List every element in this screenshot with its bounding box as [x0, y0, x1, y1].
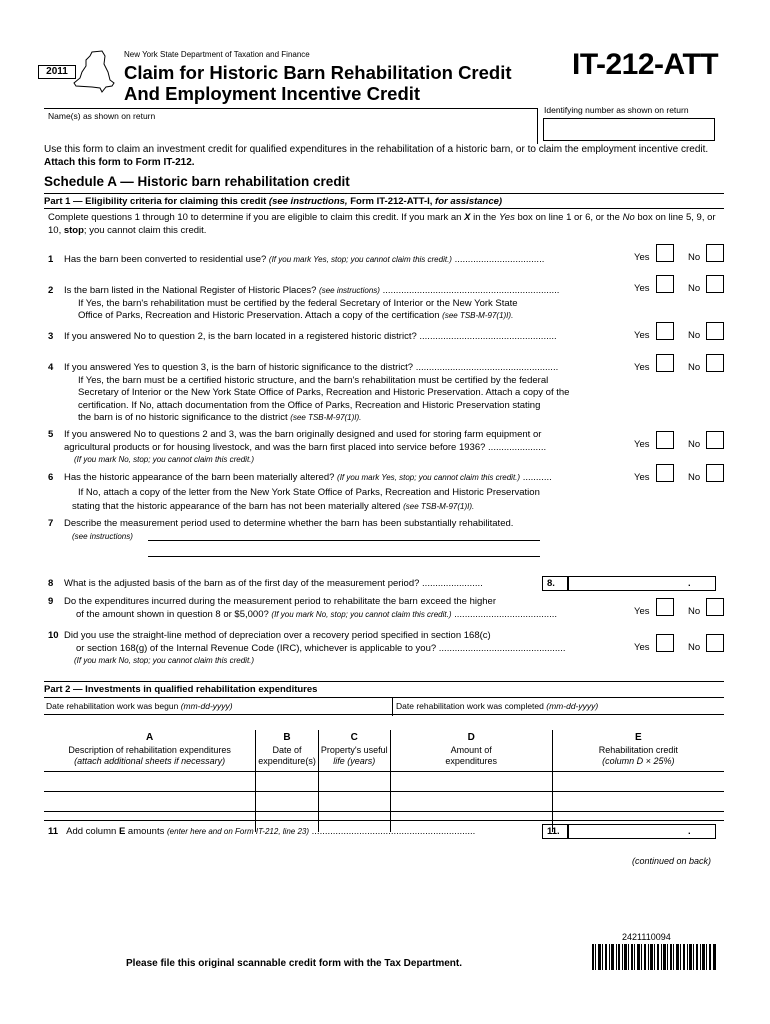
- form-number: IT-212-ATT: [572, 48, 719, 81]
- q3-leader: ....................................................: [416, 331, 557, 342]
- q6-note: (If you mark Yes, stop; you cannot claim this credit.): [337, 473, 521, 482]
- q9-line2: of the amount shown in question 8 or $5,000?: [76, 608, 269, 620]
- q6-line2: If No, attach a copy of the letter from the New York State Office of Parks, Recreation and Historic Preservation: [78, 486, 540, 498]
- col-d-letter: D: [467, 732, 475, 743]
- q4-line3: Secretary of Interior or the New York State Office of Parks, Recreation and Historic Preservation. Attach a copy of the: [78, 387, 570, 398]
- q10-leader: ................................................: [436, 642, 566, 654]
- question-11: [48, 826, 548, 839]
- q4-line4: certification. If No, attach documentation from the Office of Parks, Recreation and Historic Preservation stating: [78, 399, 541, 411]
- q6-yes-checkbox[interactable]: [656, 464, 674, 482]
- tax-year-badge: 2011: [38, 65, 76, 79]
- part1-instructions: [48, 211, 718, 237]
- names-label: Name(s) as shown on return: [48, 111, 156, 121]
- q11-leader: ..............................................................: [309, 826, 476, 837]
- col-a-header: [44, 730, 256, 772]
- q6-line3-note: (see TSB-M-97(1)I).: [403, 502, 475, 511]
- q9-no-label: No: [688, 606, 701, 617]
- divider: [44, 820, 724, 821]
- q8-number: 8: [48, 578, 54, 589]
- q8-cents-separator: .: [688, 578, 691, 589]
- q4-line2: If Yes, the barn must be a certified historic structure, and the barn's rehabilitation must be certified by the federal: [78, 374, 549, 386]
- row2-col-c-cell[interactable]: [318, 792, 390, 812]
- question-4: [48, 362, 633, 425]
- row1-col-b-cell[interactable]: [256, 772, 319, 792]
- q2-line3-note: (see TSB-M-97(1)I).: [442, 311, 514, 320]
- q7-text: Describe the measurement period used to determine whether the barn has been substantially rehabilitated.: [64, 518, 514, 529]
- instr-c: box on line 1 or 6, or the: [517, 212, 620, 223]
- q7-number: 7: [48, 518, 54, 529]
- instr-a: Complete questions 1 through 10 to determine if you are eligible to claim this credit. If you mark an: [48, 212, 462, 223]
- divider: [44, 208, 724, 209]
- form-title-line-2: And Employment Incentive Credit: [124, 83, 421, 104]
- id-number-field[interactable]: [543, 118, 715, 141]
- q10-no-label: No: [688, 642, 701, 653]
- q1-leader: ..................................: [451, 254, 545, 265]
- form-title: [124, 62, 512, 104]
- date-completed-field[interactable]: [396, 701, 598, 711]
- q1-number: 1: [48, 254, 54, 265]
- q3-number: 3: [48, 331, 54, 342]
- schedule-a-title: Schedule A — Historic barn rehabilitation credit: [44, 174, 350, 189]
- q10-number: 10: [48, 630, 59, 641]
- q10-yes-checkbox[interactable]: [656, 634, 674, 652]
- q11-number: 11: [48, 826, 59, 837]
- q2-leader: ...................................................................: [379, 285, 560, 296]
- q2-yes-checkbox[interactable]: [656, 275, 674, 293]
- col-a-letter: A: [146, 732, 154, 743]
- date-begun-label: Date rehabilitation work was begun: [46, 701, 179, 711]
- divider: [392, 698, 393, 716]
- q2-number: 2: [48, 285, 54, 296]
- q10-text: Did you use the straight-line method of depreciation over a recovery period specified in section 168(c): [64, 630, 491, 641]
- part1-see: (see instructions,: [268, 196, 348, 207]
- q1-text: Has the barn been converted to residential use?: [64, 254, 267, 265]
- q9-yes-label: Yes: [634, 606, 650, 617]
- col-b-letter: B: [283, 732, 291, 743]
- question-2: [48, 285, 633, 323]
- q5-note: (If you mark No, stop; you cannot claim this credit.): [74, 455, 255, 464]
- row1-col-a-cell[interactable]: [44, 772, 256, 792]
- q9-leader: .......................................: [451, 608, 558, 620]
- q5-number: 5: [48, 429, 54, 440]
- q9-yes-checkbox[interactable]: [656, 598, 674, 616]
- q6-no-checkbox[interactable]: [706, 464, 724, 482]
- q10-note: (If you mark No, stop; you cannot claim this credit.): [74, 656, 255, 665]
- q6-number: 6: [48, 472, 54, 483]
- q4-no-checkbox[interactable]: [706, 354, 724, 372]
- part1-title-text: Part 1 — Eligibility criteria for claiming this credit: [44, 196, 267, 207]
- q10-no-checkbox[interactable]: [706, 634, 724, 652]
- q4-line5-note: (see TSB-M-97(1)I).: [290, 413, 362, 422]
- q5-line2: agricultural products or for housing livestock, and was the barn first placed into service before 1936?: [64, 441, 486, 453]
- date-completed-format: (mm-dd-yyyy): [546, 701, 599, 711]
- q7-answer-line-1[interactable]: [148, 540, 540, 541]
- row2-col-a-cell[interactable]: [44, 792, 256, 812]
- q4-text: If you answered Yes to question 3, is the barn of historic significance to the district?: [64, 362, 414, 373]
- intro-text: Use this form to claim an investment credit for qualified expenditures in the rehabilitation of a historic barn, or to claim the employment incentive credit.: [44, 144, 709, 155]
- q10-line2: or section 168(g) of the Internal Revenue Code (IRC), whichever is applicable to you?: [76, 642, 437, 654]
- col-d-header: [390, 730, 552, 772]
- file-notice: Please file this original scannable credit form with the Tax Department.: [126, 958, 463, 969]
- divider: [44, 681, 724, 682]
- form-intro: [44, 144, 724, 169]
- intro-attach-note: Attach this form to Form IT-212.: [44, 156, 195, 168]
- instr-no: No: [622, 212, 635, 223]
- instr-x: X: [464, 212, 471, 223]
- q5-no-label: No: [688, 439, 701, 450]
- date-begun-field[interactable]: [46, 701, 233, 711]
- col-c-note: life (years): [333, 756, 376, 766]
- part2-title: Part 2 — Investments in qualified rehabilitation expenditures: [44, 684, 318, 695]
- col-d-title-2: expenditures: [445, 756, 497, 766]
- ny-state-outline-icon: [72, 50, 118, 94]
- q8-leader: .......................: [419, 578, 483, 589]
- instr-b: in the: [473, 212, 497, 223]
- col-e-title: Rehabilitation credit: [598, 745, 678, 755]
- id-number-label: Identifying number as shown on return: [544, 105, 689, 115]
- q8-line-label: 8.: [542, 576, 568, 591]
- row1-col-d-cell[interactable]: [390, 772, 552, 792]
- col-a-title: Description of rehabilitation expenditures: [68, 745, 231, 755]
- q10-yes-label: Yes: [634, 642, 650, 653]
- part1-form: Form IT-212-ATT-I,: [350, 196, 433, 207]
- instr-yes: Yes: [498, 212, 515, 223]
- q1-note: (If you mark Yes, stop; you cannot claim this credit.): [268, 255, 452, 264]
- question-6: [48, 472, 633, 514]
- part1-assist: for assistance): [435, 196, 503, 207]
- q2-no-label: No: [688, 283, 701, 294]
- col-b-title-2: expenditure(s): [258, 756, 316, 766]
- q2-yes-label: Yes: [634, 283, 650, 294]
- q11-amount-field[interactable]: [568, 824, 716, 839]
- q1-no-label: No: [688, 252, 701, 263]
- col-e-note: (column D × 25%): [602, 756, 675, 766]
- col-a-note: (attach additional sheets if necessary): [74, 756, 226, 766]
- q9-no-checkbox[interactable]: [706, 598, 724, 616]
- q6-no-label: No: [688, 472, 701, 483]
- date-completed-label: Date rehabilitation work was completed: [396, 701, 544, 711]
- col-c-letter: C: [350, 732, 358, 743]
- divider: [44, 193, 724, 194]
- q11-cents-separator: .: [688, 826, 691, 837]
- barcode-icon: [592, 944, 716, 970]
- question-5: [48, 429, 633, 467]
- col-c-title: Property's useful: [320, 745, 388, 755]
- q3-yes-checkbox[interactable]: [656, 322, 674, 340]
- col-b-title: Date of: [272, 745, 302, 755]
- q4-number: 4: [48, 362, 54, 373]
- form-title-line-1: Claim for Historic Barn Rehabilitation Credit: [124, 62, 512, 83]
- q11-text: Add column: [66, 826, 117, 837]
- q3-yes-label: Yes: [634, 330, 650, 341]
- barcode-number: 2421110094: [622, 932, 671, 942]
- col-e-letter: E: [634, 732, 642, 743]
- col-b-header: [256, 730, 319, 772]
- q11-column: E: [118, 826, 126, 837]
- part1-title: [44, 196, 502, 207]
- instr-d: box on line 5, 9, or 10,: [48, 212, 716, 236]
- q2-note: (see instructions): [319, 286, 380, 295]
- q7-answer-line-2[interactable]: [148, 556, 540, 557]
- row1-col-c-cell[interactable]: [318, 772, 390, 792]
- q4-yes-label: Yes: [634, 362, 650, 373]
- q5-leader: ......................: [485, 441, 547, 453]
- q2-no-checkbox[interactable]: [706, 275, 724, 293]
- q1-yes-checkbox[interactable]: [656, 244, 674, 262]
- q9-note: (If you mark No, stop; you cannot claim this credit.): [271, 609, 452, 619]
- q3-text: If you answered No to question 2, is the barn located in a registered historic district?: [64, 331, 417, 342]
- question-1: [48, 254, 633, 267]
- q2-line3: Office of Parks, Recreation and Historic Preservation. Attach a copy of the certification: [78, 310, 440, 321]
- q6-line3: stating that the historic appearance of the barn has not been materially altered: [72, 501, 401, 512]
- question-3: [48, 331, 633, 344]
- q11-line-label: 11.: [542, 824, 568, 839]
- q4-yes-checkbox[interactable]: [656, 354, 674, 372]
- continued-note: (continued on back): [632, 856, 712, 866]
- q3-no-checkbox[interactable]: [706, 322, 724, 340]
- q4-no-label: No: [688, 362, 701, 373]
- q8-text: What is the adjusted basis of the barn as of the first day of the measurement period?: [64, 578, 420, 589]
- rehab-dates-row: [44, 697, 724, 715]
- q6-leader: ...........: [520, 472, 552, 483]
- date-begun-format: (mm-dd-yyyy): [180, 701, 233, 711]
- q1-no-checkbox[interactable]: [706, 244, 724, 262]
- q11-text2: amounts: [127, 826, 165, 837]
- row2-col-d-cell[interactable]: [390, 792, 552, 812]
- q6-text: Has the historic appearance of the barn been materially altered?: [64, 472, 335, 483]
- instr-e: ; you cannot claim this credit.: [83, 225, 207, 236]
- q9-number: 9: [48, 596, 54, 607]
- question-9: [48, 596, 633, 621]
- agency-name: New York State Department of Taxation and Finance: [124, 50, 310, 59]
- q4-line5: the barn is of no historic significance to the district: [78, 412, 288, 423]
- q2-text: Is the barn listed in the National Register of Historic Places?: [64, 285, 317, 296]
- q5-no-checkbox[interactable]: [706, 431, 724, 449]
- table-row: [44, 772, 724, 792]
- question-10: [48, 630, 633, 668]
- expenditures-table: [44, 730, 724, 832]
- q5-yes-checkbox[interactable]: [656, 431, 674, 449]
- table-header-row: [44, 730, 724, 772]
- row2-col-b-cell[interactable]: [256, 792, 319, 812]
- q1-yes-label: Yes: [634, 252, 650, 263]
- q2-line2: If Yes, the barn's rehabilitation must be certified by the federal Secretary of Interior or the New York State: [78, 297, 518, 309]
- table-row: [44, 792, 724, 812]
- col-c-header: [318, 730, 390, 772]
- q6-yes-label: Yes: [634, 472, 650, 483]
- col-d-title: Amount of: [450, 745, 492, 755]
- q3-no-label: No: [688, 330, 701, 341]
- row1-col-e-cell[interactable]: [552, 772, 724, 792]
- q7-note: (see instructions): [72, 531, 133, 541]
- q11-note: (enter here and on Form IT-212, line 23): [167, 827, 310, 836]
- q8-amount-field[interactable]: [568, 576, 716, 591]
- instr-stop: stop: [63, 225, 84, 236]
- q5-text: If you answered No to questions 2 and 3, was the barn originally designed and used for storing farm equipment or: [64, 429, 542, 440]
- q9-text: Do the expenditures incurred during the measurement period to rehabilitate the barn exceed the higher: [64, 596, 496, 607]
- q4-leader: ......................................................: [413, 362, 559, 373]
- row2-col-e-cell[interactable]: [552, 792, 724, 812]
- names-field[interactable]: [44, 108, 538, 144]
- q5-yes-label: Yes: [634, 439, 650, 450]
- col-e-header: [552, 730, 724, 772]
